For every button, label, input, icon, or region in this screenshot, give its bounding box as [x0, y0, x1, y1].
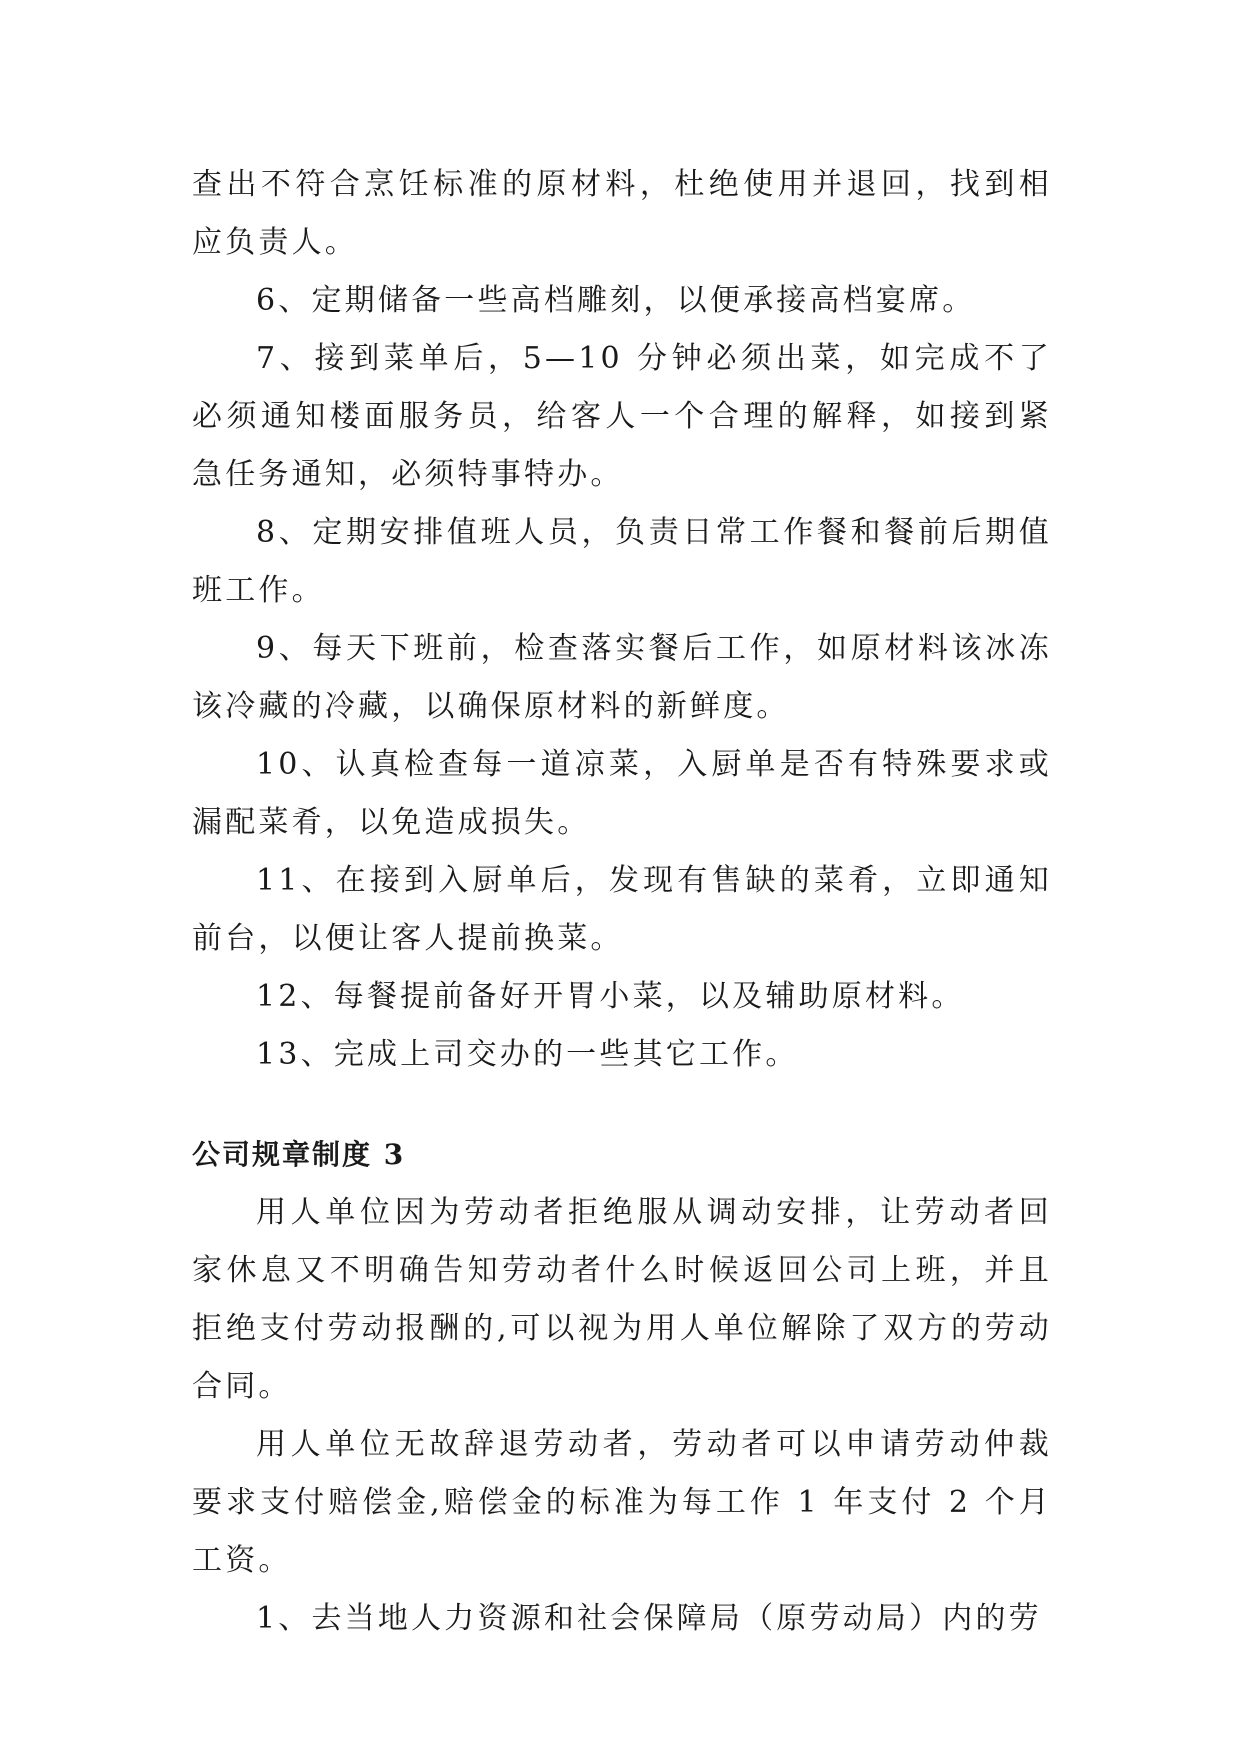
- paragraph-item-9: 9、每天下班前，检查落实餐后工作，如原材料该冰冻该冷藏的冷藏，以确保原材料的新鲜度。: [192, 631, 1052, 724]
- paragraph-item-13: 13、完成上司交办的一些其它工作。: [256, 1037, 799, 1072]
- section-title: 公司规章制度 3: [192, 1138, 406, 1171]
- paragraph-item-11: 11、在接到入厨单后，发现有售缺的菜肴，立即通知前台，以便让客人提前换菜。: [192, 863, 1052, 956]
- document-body: [192, 156, 1052, 1648]
- paragraph-item-7: 7、接到菜单后，5—10 分钟必须出菜，如完成不了必须通知楼面服务员，给客人一个合理的解释，如接到紧急任务通知，必须特事特办。: [192, 341, 1052, 492]
- paragraph-item-10: 10、认真检查每一道凉菜，入厨单是否有特殊要求或漏配菜肴，以免造成损失。: [192, 747, 1052, 840]
- paragraph-item-12: 12、每餐提前备好开胃小菜，以及辅助原材料。: [256, 979, 965, 1014]
- paragraph-item-6: 6、定期储备一些高档雕刻，以便承接高档宴席。: [256, 283, 976, 318]
- section-spacer: [192, 1084, 1052, 1126]
- paragraph-continued: 查出不符合烹饪标准的原材料，杜绝使用并退回，找到相应负责人。: [192, 167, 1052, 260]
- paragraph-dismissal: 用人单位因为劳动者拒绝服从调动安排，让劳动者回家休息又不明确告知劳动者什么时候返回公司上班，并且拒绝支付劳动报酬的,可以视为用人单位解除了双方的劳动合同。: [192, 1195, 1052, 1404]
- paragraph-step-1: 1、去当地人力资源和社会保障局（原劳动局）内的劳: [256, 1601, 1042, 1636]
- paragraph-item-8: 8、定期安排值班人员，负责日常工作餐和餐前后期值班工作。: [192, 515, 1052, 608]
- paragraph-compensation: 用人单位无故辞退劳动者，劳动者可以申请劳动仲裁要求支付赔偿金,赔偿金的标准为每工作 1 年支付 2 个月工资。: [192, 1427, 1052, 1578]
